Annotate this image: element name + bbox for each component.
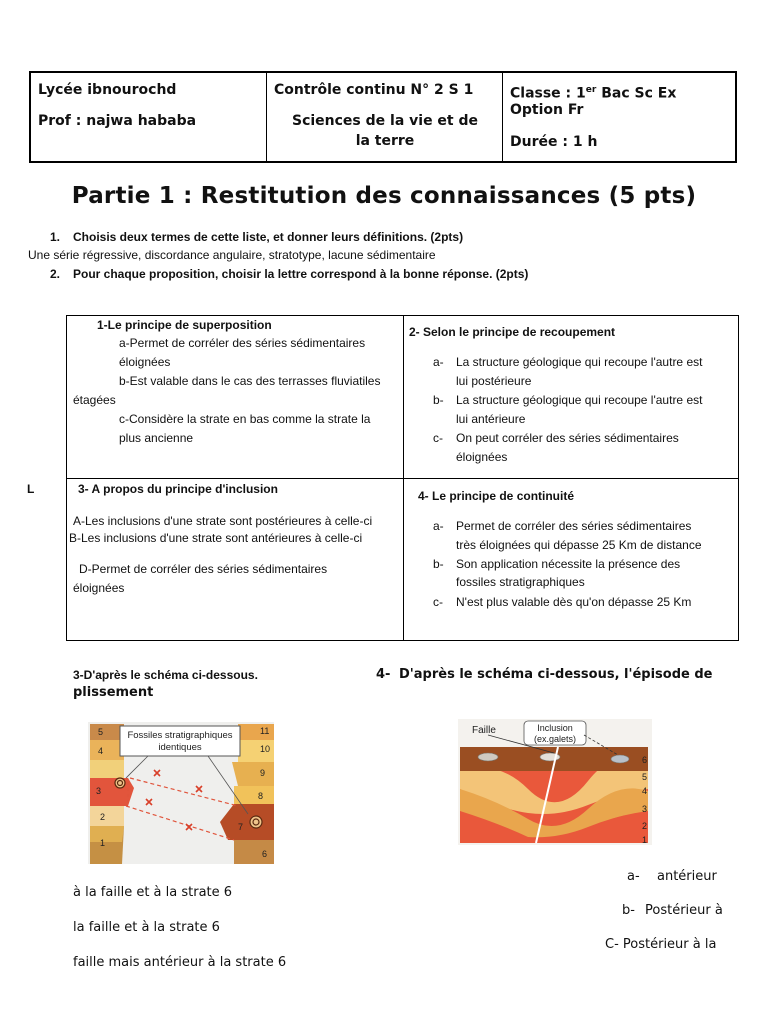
box4-option-a-cont: très éloignées qui dépasse 25 Km de distance: [456, 538, 702, 552]
q4-heading-number: 4-: [376, 667, 391, 682]
box1-option-b: b-Est valable dans le cas des terrasses fluviatiles: [119, 374, 381, 388]
left-num-4: 4: [98, 746, 104, 756]
q3-answer-1: à la faille et à la strate 6: [73, 885, 233, 900]
box2-option-b-cont: lui antérieure: [456, 412, 526, 426]
box4-option-a: Permet de corréler des séries sédimentaires: [456, 519, 692, 533]
box4-letter-b: b-: [433, 557, 444, 571]
box2-option-a: La structure géologique qui recoupe l'autre est: [456, 355, 703, 369]
box4-option-b: Son application nécessite la présence des: [456, 557, 681, 571]
left-num-2: 2: [100, 812, 106, 822]
box2-letter-a: a-: [433, 355, 444, 369]
q4-answer-c: C- Postérieur à la: [605, 937, 717, 952]
pebble-1: [478, 753, 498, 761]
left-num-1: 1: [100, 838, 106, 848]
right-stratum-9: [232, 762, 274, 786]
box1-option-a-cont: éloignées: [119, 355, 171, 369]
grid-horizontal-divider: [67, 478, 738, 479]
right-num-9: 9: [260, 768, 266, 778]
school-name: Lycée ibnourochd: [38, 82, 177, 98]
q4-answer-a: antérieur: [657, 869, 717, 884]
box1-option-b-cont: étagées: [73, 393, 116, 407]
right-num-7: 7: [238, 822, 244, 832]
fold-num-2: 2: [642, 821, 648, 831]
q2-number: 2.: [50, 267, 61, 281]
box2-letter-b: b-: [433, 393, 444, 407]
class-label: [510, 81, 676, 103]
box2-title: 2- Selon le principe de recoupement: [409, 325, 616, 339]
header-cell-class: [503, 73, 735, 161]
box2-letter-c: c-: [433, 431, 443, 445]
margin-letter: L: [27, 482, 35, 496]
left-stratum-band: [90, 826, 124, 842]
left-stratum-2: [90, 806, 124, 826]
right-num-11: 11: [260, 726, 270, 736]
duration-label: Durée : 1 h: [510, 134, 598, 150]
box3-title: 3- A propos du principe d'inclusion: [78, 482, 278, 496]
fossil-label-line-2: identiques: [158, 742, 202, 753]
qcm-grid: [66, 315, 739, 641]
box4-option-c: N'est plus valable dès qu'on dépasse 25 Km: [456, 595, 692, 609]
class-sup: er: [585, 85, 597, 95]
box2-option-c-cont: éloignées: [456, 450, 508, 464]
right-num-8: 8: [258, 791, 264, 801]
option-label: Option Fr: [510, 102, 584, 118]
q4-heading: D'après le schéma ci-dessous, l'épisode de: [399, 667, 713, 682]
box4-title: 4- Le principe de continuité: [418, 489, 575, 503]
box4-letter-a: a-: [433, 519, 444, 533]
fold-num-1: 1: [642, 835, 648, 845]
subject-line-1: Sciences de la vie et de: [291, 113, 479, 129]
header-cell-exam: [267, 73, 503, 161]
box3-option-a: A-Les inclusions d'une strate sont postérieures à celle-ci: [73, 514, 373, 528]
q1-text: Choisis deux termes de cette liste, et donner leurs définitions. (2pts): [73, 230, 464, 244]
right-stratum-6: [234, 840, 274, 864]
q2-text: Pour chaque proposition, choisir la lettre correspond à la bonne réponse. (2pts): [73, 267, 529, 281]
q4-letter-b: b-: [622, 903, 635, 918]
header-table: [29, 71, 737, 163]
right-num-6: 6: [262, 849, 268, 859]
fold-num-6: 6: [642, 755, 648, 765]
q3-heading-cont: plissement: [73, 685, 154, 700]
left-num-3: 3: [96, 786, 102, 796]
pebble-3: [611, 755, 629, 763]
box3-option-d: D-Permet de corréler des séries sédimentaires: [79, 562, 328, 576]
teacher-name: Prof : najwa hababa: [38, 113, 197, 129]
folding-inclusion-figure: [458, 719, 652, 845]
box1-option-c-cont: plus ancienne: [119, 431, 194, 445]
fold-num-3: 3: [642, 804, 648, 814]
subject-line-2: la terre: [355, 133, 415, 149]
box3-option-b: B-Les inclusions d'une strate sont antérieures à celle-ci: [69, 531, 363, 545]
right-num-10: 10: [260, 744, 271, 754]
left-stratum-4: [90, 740, 124, 760]
box3-option-d-cont: éloignées: [73, 581, 125, 595]
fossil-label-line-1: Fossiles stratigraphiques: [127, 730, 233, 741]
right-stratum-8: [234, 786, 274, 804]
exam-title: Contrôle continu N° 2 S 1: [274, 82, 474, 98]
q4-answer-b: Postérieur à: [645, 903, 723, 918]
left-stratum-mid: [90, 760, 124, 778]
left-stratum-top: [90, 724, 124, 740]
box2-option-b: La structure géologique qui recoupe l'autre est: [456, 393, 703, 407]
fold-num-5: 5: [642, 772, 648, 782]
stratigraphy-correlation-figure: [88, 722, 274, 864]
class-suffix: Bac Sc Ex: [596, 85, 677, 102]
box1-option-a: a-Permet de corréler des séries sédimentaires: [119, 336, 366, 350]
q1-number: 1.: [50, 230, 61, 244]
box1-option-c: c-Considère la strate en bas comme la strate la: [119, 412, 371, 426]
class-prefix: Classe : 1: [510, 85, 586, 102]
q4-letter-a: a-: [627, 869, 640, 884]
header-cell-school: [31, 73, 267, 161]
q3-heading: 3-D'après le schéma ci-dessous.: [73, 668, 258, 682]
fault-label: Faille: [472, 725, 496, 736]
q3-answer-2: la faille et à la strate 6: [73, 920, 220, 935]
inclusion-label: Inclusion: [537, 723, 573, 733]
q1-terms: Une série régressive, discordance angulaire, stratotype, lacune sédimentaire: [28, 248, 436, 262]
box2-option-c: On peut corréler des séries sédimentaires: [456, 431, 679, 445]
box1-title: 1-Le principe de superposition: [97, 318, 272, 332]
box2-option-a-cont: lui postérieure: [456, 374, 532, 388]
box4-letter-c: c-: [433, 595, 443, 609]
part-title: Partie 1 : Restitution des connaissances (5 pts): [71, 183, 697, 209]
fold-num-4: 4: [642, 786, 648, 796]
box4-option-b-cont: fossiles stratigraphiques: [456, 575, 585, 589]
inclusion-label-sub: (ex.galets): [533, 734, 577, 744]
q3-answer-3: faille mais antérieur à la strate 6: [73, 955, 287, 970]
left-num-5: 5: [98, 727, 104, 737]
